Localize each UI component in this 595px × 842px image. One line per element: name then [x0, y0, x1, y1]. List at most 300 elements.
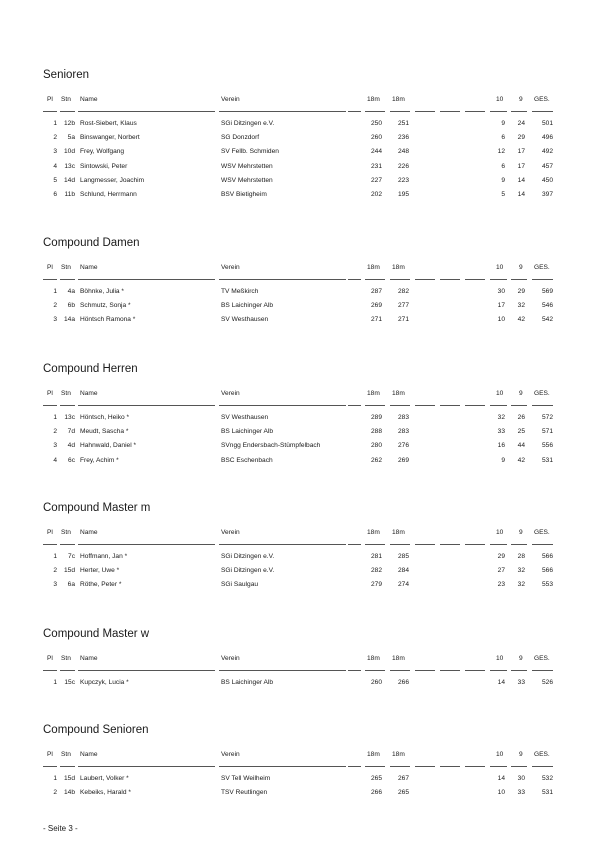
header-rule — [0, 544, 595, 546]
rule-segment — [440, 405, 460, 406]
header-total: GES. — [534, 655, 550, 662]
rule-segment — [43, 405, 57, 406]
total-cell: 457 — [541, 162, 553, 170]
table-row — [0, 148, 595, 158]
place-cell: 6 — [53, 191, 57, 198]
nines-cell: 29 — [517, 288, 525, 295]
place-cell: 1 — [53, 679, 57, 686]
tens-cell: 6 — [501, 134, 505, 142]
table-row — [0, 567, 595, 577]
place-cell: 4 — [53, 456, 57, 464]
round2-cell: 265 — [397, 789, 409, 797]
place-cell: 2 — [53, 567, 57, 575]
table-row — [0, 177, 595, 187]
nines-cell: 29 — [517, 134, 525, 142]
rule-segment — [440, 544, 460, 545]
table-header — [0, 390, 595, 400]
rule-segment — [78, 111, 215, 112]
table-row — [0, 428, 595, 438]
rule-segment — [60, 670, 75, 671]
rule-segment — [415, 405, 435, 406]
club-cell: SV Westhausen — [221, 414, 269, 421]
name-cell: Meudt, Sascha * — [80, 428, 129, 436]
total-cell: 571 — [541, 428, 553, 436]
rule-segment — [415, 670, 435, 671]
header-name: Name — [80, 96, 98, 103]
table-row — [0, 679, 595, 689]
total-cell: 397 — [541, 191, 553, 198]
header-club: Verein — [221, 751, 240, 758]
round1-cell: 269 — [370, 302, 382, 310]
rule-segment — [348, 544, 361, 545]
section-title: Compound Damen — [43, 237, 140, 249]
tens-cell: 33 — [497, 428, 505, 436]
nines-cell: 14 — [517, 176, 525, 184]
header-tens: 10 — [496, 390, 504, 397]
club-cell: SGi Ditzingen e.V. — [221, 553, 275, 560]
header-tens: 10 — [496, 751, 504, 758]
round2-cell: 269 — [397, 456, 409, 464]
header-nines: 9 — [519, 390, 523, 397]
nines-cell: 33 — [517, 789, 525, 797]
club-cell: TV Meßkirch — [221, 288, 259, 295]
header-club: Verein — [221, 529, 240, 536]
name-cell: Kupczyk, Lucia * — [80, 679, 129, 686]
place-cell: 2 — [53, 789, 57, 797]
nines-cell: 28 — [517, 553, 525, 560]
round1-cell: 265 — [370, 775, 382, 782]
round2-cell: 266 — [397, 679, 409, 686]
stand-cell: 7d — [67, 428, 75, 436]
rule-segment — [219, 279, 346, 280]
header-club: Verein — [221, 390, 240, 397]
total-cell: 531 — [541, 456, 553, 464]
total-cell: 542 — [541, 316, 553, 324]
header-name: Name — [80, 390, 98, 397]
place-cell: 5 — [53, 176, 57, 184]
round1-cell: 250 — [370, 120, 382, 127]
round2-cell: 276 — [397, 442, 409, 450]
club-cell: SV Fellb. Schmiden — [221, 148, 279, 156]
total-cell: 546 — [541, 302, 553, 310]
rule-segment — [78, 544, 215, 545]
rule-segment — [465, 670, 485, 671]
nines-cell: 32 — [517, 302, 525, 310]
name-cell: Böhnke, Julia * — [80, 288, 124, 295]
club-cell: BS Laichinger Alb — [221, 679, 274, 686]
name-cell: Binswanger, Norbert — [80, 134, 140, 142]
rule-segment — [43, 111, 57, 112]
header-place: Pl — [47, 264, 53, 271]
rule-segment — [390, 544, 410, 545]
round1-cell: 280 — [370, 442, 382, 450]
club-cell: SGi Ditzingen e.V. — [221, 567, 275, 575]
round1-cell: 287 — [370, 288, 382, 295]
stand-cell: 15c — [64, 679, 75, 686]
rule-segment — [490, 405, 507, 406]
rule-segment — [490, 544, 507, 545]
tens-cell: 10 — [497, 789, 505, 797]
round2-cell: 277 — [397, 302, 409, 310]
total-cell: 569 — [541, 288, 553, 295]
rule-segment — [78, 670, 215, 671]
stand-cell: 14a — [63, 316, 75, 324]
section-title: Compound Herren — [43, 363, 138, 375]
table-header — [0, 96, 595, 106]
round1-cell: 279 — [370, 581, 382, 589]
rule-segment — [78, 766, 215, 767]
rule-segment — [490, 111, 507, 112]
total-cell: 572 — [541, 414, 553, 421]
table-row — [0, 163, 595, 173]
place-cell: 1 — [53, 553, 57, 560]
section-title: Compound Master w — [43, 628, 150, 640]
round2-cell: 271 — [397, 316, 409, 324]
header-total: GES. — [534, 529, 550, 536]
header-stand: Stn — [61, 96, 71, 103]
rule-segment — [219, 544, 346, 545]
rule-segment — [365, 279, 385, 280]
rule-segment — [490, 670, 507, 671]
rule-segment — [60, 111, 75, 112]
tens-cell: 12 — [497, 148, 505, 156]
header-round2: 18m — [392, 390, 405, 397]
stand-cell: 10d — [63, 148, 75, 156]
header-total: GES. — [534, 390, 550, 397]
tens-cell: 14 — [497, 775, 505, 782]
page-footer: - Seite 3 - — [43, 824, 78, 833]
header-nines: 9 — [519, 655, 523, 662]
rule-segment — [348, 405, 361, 406]
round2-cell: 285 — [397, 553, 409, 560]
header-round2: 18m — [392, 529, 405, 536]
rule-segment — [365, 111, 385, 112]
name-cell: Frey, Wolfgang — [80, 148, 125, 156]
nines-cell: 26 — [517, 414, 525, 421]
club-cell: BSC Eschenbach — [221, 456, 273, 464]
rule-segment — [511, 670, 527, 671]
nines-cell: 17 — [517, 162, 525, 170]
name-cell: Hahnwald, Daniel * — [80, 442, 137, 450]
rule-segment — [532, 766, 553, 767]
round1-cell: 266 — [370, 789, 382, 797]
rule-segment — [348, 279, 361, 280]
table-header — [0, 655, 595, 665]
header-stand: Stn — [61, 264, 71, 271]
rule-segment — [490, 279, 507, 280]
round1-cell: 282 — [370, 567, 382, 575]
total-cell: 492 — [541, 148, 553, 156]
header-place: Pl — [47, 390, 53, 397]
header-stand: Stn — [61, 529, 71, 536]
round1-cell: 202 — [370, 191, 382, 198]
header-total: GES. — [534, 264, 550, 271]
table-row — [0, 134, 595, 144]
name-cell: Höntsch Ramona * — [80, 316, 136, 324]
rule-segment — [43, 670, 57, 671]
place-cell: 3 — [53, 148, 57, 156]
header-round2: 18m — [392, 655, 405, 662]
name-cell: Herter, Uwe * — [80, 567, 120, 575]
club-cell: WSV Mehrstetten — [221, 162, 273, 170]
total-cell: 450 — [541, 176, 553, 184]
name-cell: Schlund, Herrmann — [80, 191, 137, 198]
table-header — [0, 751, 595, 761]
header-total: GES. — [534, 751, 550, 758]
round1-cell: 281 — [370, 553, 382, 560]
round1-cell: 260 — [370, 679, 382, 686]
table-row — [0, 414, 595, 424]
round2-cell: 282 — [397, 288, 409, 295]
rule-segment — [219, 405, 346, 406]
rule-segment — [465, 766, 485, 767]
rule-segment — [348, 670, 361, 671]
name-cell: Rost-Siebert, Klaus — [80, 120, 137, 127]
name-cell: Sintowski, Peter — [80, 162, 128, 170]
rule-segment — [78, 405, 215, 406]
name-cell: Laubert, Volker * — [80, 775, 129, 782]
nines-cell: 32 — [517, 581, 525, 589]
rule-segment — [60, 405, 75, 406]
round1-cell: 289 — [370, 414, 382, 421]
rule-segment — [490, 766, 507, 767]
tens-cell: 9 — [501, 120, 505, 127]
rule-segment — [532, 544, 553, 545]
table-row — [0, 442, 595, 452]
header-nines: 9 — [519, 264, 523, 271]
header-place: Pl — [47, 751, 53, 758]
stand-cell: 4a — [67, 288, 75, 295]
place-cell: 3 — [53, 442, 57, 450]
round2-cell: 248 — [397, 148, 409, 156]
tens-cell: 17 — [497, 302, 505, 310]
name-cell: Hoffmann, Jan * — [80, 553, 128, 560]
header-tens: 10 — [496, 529, 504, 536]
tens-cell: 30 — [497, 288, 505, 295]
nines-cell: 44 — [517, 442, 525, 450]
rule-segment — [43, 279, 57, 280]
round2-cell: 251 — [397, 120, 409, 127]
header-round1: 18m — [367, 529, 380, 536]
name-cell: Schmutz, Sonja * — [80, 302, 131, 310]
round2-cell: 274 — [397, 581, 409, 589]
tens-cell: 6 — [501, 162, 505, 170]
name-cell: Höntsch, Heiko * — [80, 414, 130, 421]
total-cell: 556 — [541, 442, 553, 450]
stand-cell: 6c — [68, 456, 75, 464]
stand-cell: 7c — [68, 553, 75, 560]
table-row — [0, 288, 595, 298]
nines-cell: 17 — [517, 148, 525, 156]
nines-cell: 32 — [517, 567, 525, 575]
place-cell: 4 — [53, 162, 57, 170]
total-cell: 526 — [541, 679, 553, 686]
rule-segment — [532, 279, 553, 280]
stand-cell: 13c — [64, 162, 75, 170]
section-title: Compound Senioren — [43, 724, 149, 736]
section-title: Senioren — [43, 69, 90, 81]
nines-cell: 30 — [517, 775, 525, 782]
rule-segment — [511, 544, 527, 545]
rule-segment — [60, 279, 75, 280]
header-rule — [0, 111, 595, 113]
round1-cell: 227 — [370, 176, 382, 184]
rule-segment — [390, 279, 410, 280]
header-rule — [0, 670, 595, 672]
header-club: Verein — [221, 96, 240, 103]
nines-cell: 24 — [517, 120, 525, 127]
rule-segment — [78, 279, 215, 280]
header-round1: 18m — [367, 655, 380, 662]
rule-segment — [415, 544, 435, 545]
header-rule — [0, 279, 595, 281]
header-rule — [0, 766, 595, 768]
header-tens: 10 — [496, 655, 504, 662]
round2-cell: 284 — [397, 567, 409, 575]
stand-cell: 6a — [67, 581, 75, 589]
club-cell: BS Laichinger Alb — [221, 428, 274, 436]
rule-segment — [511, 279, 527, 280]
stand-cell: 14d — [63, 176, 75, 184]
place-cell: 3 — [53, 581, 57, 589]
tens-cell: 9 — [501, 456, 505, 464]
header-name: Name — [80, 655, 98, 662]
rule-segment — [440, 766, 460, 767]
place-cell: 1 — [53, 288, 57, 295]
rule-segment — [365, 544, 385, 545]
rule-segment — [511, 766, 527, 767]
header-place: Pl — [47, 529, 53, 536]
rule-segment — [60, 544, 75, 545]
header-round2: 18m — [392, 96, 405, 103]
header-round1: 18m — [367, 390, 380, 397]
header-club: Verein — [221, 655, 240, 662]
total-cell: 496 — [541, 134, 553, 142]
rule-segment — [415, 766, 435, 767]
club-cell: BS Laichinger Alb — [221, 302, 274, 310]
header-round2: 18m — [392, 751, 405, 758]
table-header — [0, 529, 595, 539]
tens-cell: 23 — [497, 581, 505, 589]
name-cell: Frey, Achim * — [80, 456, 119, 464]
round2-cell: 195 — [397, 191, 409, 198]
rule-segment — [43, 544, 57, 545]
tens-cell: 5 — [501, 191, 505, 198]
rule-segment — [348, 111, 361, 112]
header-nines: 9 — [519, 96, 523, 103]
rule-segment — [440, 670, 460, 671]
place-cell: 1 — [53, 120, 57, 127]
club-cell: SVngg Endersbach-Stümpfelbach — [221, 442, 321, 450]
place-cell: 1 — [53, 414, 57, 421]
rule-segment — [390, 670, 410, 671]
stand-cell: 4d — [67, 442, 75, 450]
name-cell: Langmesser, Joachim — [80, 176, 145, 184]
table-row — [0, 581, 595, 591]
rule-segment — [219, 766, 346, 767]
stand-cell: 15d — [63, 775, 75, 782]
table-row — [0, 191, 595, 201]
table-row — [0, 457, 595, 467]
rule-segment — [440, 279, 460, 280]
header-name: Name — [80, 751, 98, 758]
stand-cell: 14b — [63, 789, 75, 797]
stand-cell: 15d — [63, 567, 75, 575]
table-row — [0, 120, 595, 130]
table-row — [0, 302, 595, 312]
tens-cell: 16 — [497, 442, 505, 450]
place-cell: 2 — [53, 134, 57, 142]
header-club: Verein — [221, 264, 240, 271]
tens-cell: 32 — [497, 414, 505, 421]
table-row — [0, 789, 595, 799]
club-cell: SGi Ditzingen e.V. — [221, 120, 275, 127]
rule-segment — [60, 766, 75, 767]
name-cell: Röthe, Peter * — [80, 581, 122, 589]
round2-cell: 267 — [397, 775, 409, 782]
rule-segment — [415, 111, 435, 112]
club-cell: WSV Mehrstetten — [221, 176, 273, 184]
rule-segment — [465, 279, 485, 280]
table-header — [0, 264, 595, 274]
rule-segment — [440, 111, 460, 112]
total-cell: 531 — [541, 789, 553, 797]
rule-segment — [532, 670, 553, 671]
round1-cell: 288 — [370, 428, 382, 436]
header-name: Name — [80, 264, 98, 271]
header-name: Name — [80, 529, 98, 536]
round1-cell: 244 — [370, 148, 382, 156]
round1-cell: 231 — [370, 162, 382, 170]
stand-cell: 11b — [64, 191, 75, 198]
round2-cell: 226 — [397, 162, 409, 170]
club-cell: BSV Bietigheim — [221, 191, 267, 198]
stand-cell: 12b — [63, 120, 75, 127]
total-cell: 553 — [541, 581, 553, 589]
nines-cell: 14 — [517, 191, 525, 198]
place-cell: 1 — [53, 775, 57, 782]
table-row — [0, 775, 595, 785]
stand-cell: 6b — [67, 302, 75, 310]
rule-segment — [511, 111, 527, 112]
nines-cell: 42 — [517, 316, 525, 324]
nines-cell: 42 — [517, 456, 525, 464]
total-cell: 566 — [541, 553, 553, 560]
round1-cell: 262 — [370, 456, 382, 464]
tens-cell: 29 — [497, 553, 505, 560]
place-cell: 3 — [53, 316, 57, 324]
nines-cell: 33 — [517, 679, 525, 686]
rule-segment — [532, 111, 553, 112]
total-cell: 566 — [541, 567, 553, 575]
header-tens: 10 — [496, 264, 504, 271]
name-cell: Kebeiks, Harald * — [80, 789, 131, 797]
stand-cell: 5a — [67, 134, 75, 142]
round2-cell: 236 — [397, 134, 409, 142]
rule-segment — [365, 766, 385, 767]
club-cell: TSV Reutlingen — [221, 789, 268, 797]
section-title: Compound Master m — [43, 502, 151, 514]
place-cell: 2 — [53, 428, 57, 436]
round2-cell: 283 — [397, 414, 409, 421]
place-cell: 2 — [53, 302, 57, 310]
total-cell: 501 — [541, 120, 553, 127]
round2-cell: 283 — [397, 428, 409, 436]
club-cell: SG Donzdorf — [221, 134, 260, 142]
header-rule — [0, 405, 595, 407]
club-cell: SV Tell Weilheim — [221, 775, 271, 782]
rule-segment — [465, 544, 485, 545]
